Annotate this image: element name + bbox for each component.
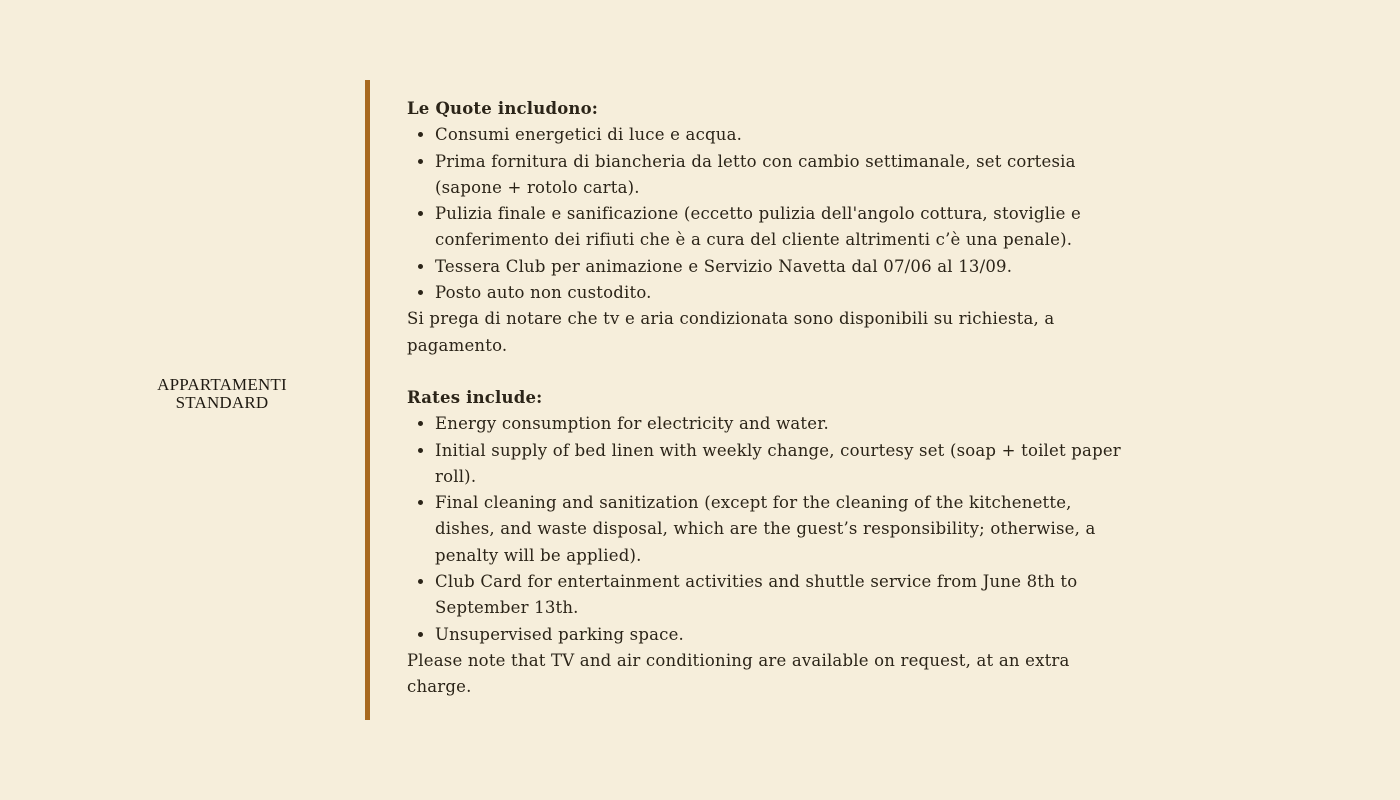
list-item: • Final cleaning and sanitization (except for the cleaning of the kitchenette, dishes, and waste disposal, which are the guest’s responsibility; otherwise, a penalty will be applied). xyxy=(435,490,1127,569)
italian-note: Si prega di notare che tv e aria condizionata sono disponibili su richiesta, a pagamento. xyxy=(407,309,1055,355)
section-spacer xyxy=(407,359,1127,385)
list-item: • Posto auto non custodito. xyxy=(435,280,1127,306)
section-title xyxy=(122,376,322,412)
list-item: • Consumi energetici di luce e acqua. xyxy=(435,122,1127,148)
list-item: • Tessera Club per animazione e Servizio Navetta dal 07/06 al 13/09. xyxy=(435,254,1127,280)
section-title-line-1: APPARTAMENTI xyxy=(157,375,287,394)
italian-list xyxy=(407,122,1127,306)
section-title-line-2: STANDARD xyxy=(175,393,269,412)
list-item: • Club Card for entertainment activities and shuttle service from June 8th to September 13th. xyxy=(435,569,1127,622)
rates-content xyxy=(407,96,1127,701)
english-heading: Rates include: xyxy=(407,387,543,407)
english-list xyxy=(407,411,1127,648)
italian-section xyxy=(407,96,1127,359)
list-item: • Unsupervised parking space. xyxy=(435,622,1127,648)
list-item: • Initial supply of bed linen with weekly change, courtesy set (soap + toilet paper roll). xyxy=(435,438,1127,491)
list-item: • Prima fornitura di biancheria da letto con cambio settimanale, set cortesia (sapone + rotolo carta). xyxy=(435,149,1127,202)
list-item: • Pulizia finale e sanificazione (eccetto pulizia dell'angolo cottura, stoviglie e conferimento dei rifiuti che è a cura del cliente altrimenti c’è una penale). xyxy=(435,201,1127,254)
italian-heading: Le Quote includono: xyxy=(407,99,599,118)
english-note: Please note that TV and air conditioning are available on request, at an extra charge. xyxy=(407,650,1070,697)
vertical-divider xyxy=(365,80,370,720)
list-item: • Energy consumption for electricity and water. xyxy=(435,411,1127,437)
english-section xyxy=(407,385,1127,701)
